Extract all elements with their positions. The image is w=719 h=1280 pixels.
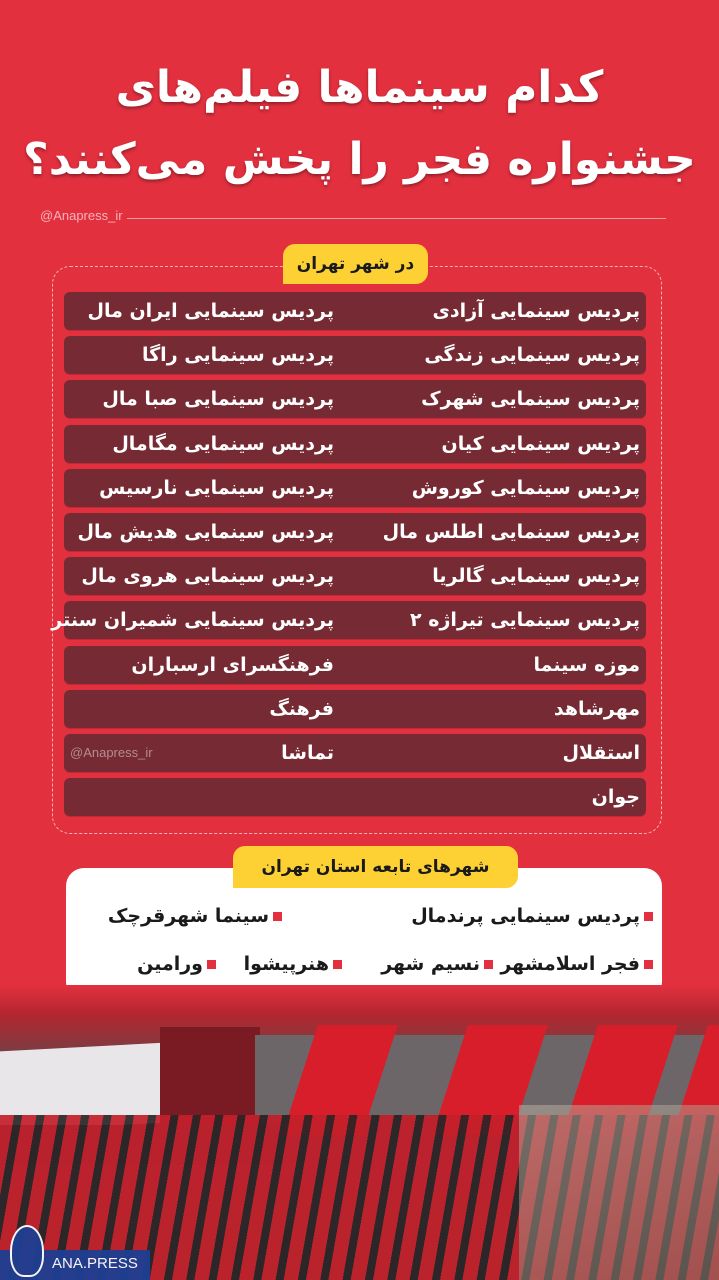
cinema-name: پردیس سینمایی کیان [441, 432, 640, 455]
cinema-name: مهرشاهد [553, 697, 640, 720]
aisle-floor [519, 1105, 719, 1280]
cinema-name: پردیس سینمایی گالریا [432, 565, 640, 588]
cinema-name: پردیس سینمایی کوروش [411, 476, 640, 499]
table-row [64, 425, 646, 463]
title-line-2: جشنواره فجر را پخش می‌کنند؟ [23, 134, 696, 185]
logo-text: ANA.PRESS [52, 1255, 138, 1272]
cinema-name: فرهنگسرای ارسباران [131, 653, 334, 676]
table-row [64, 778, 646, 816]
cinema-name: پردیس سینمایی صبا مال [102, 388, 334, 411]
table-row [64, 557, 646, 595]
table-row [64, 292, 646, 330]
social-handle: @Anapress_ir [40, 207, 123, 223]
page-title [0, 52, 719, 196]
list-item [244, 950, 342, 978]
list-item-label: پردیس سینمایی پرندمال [411, 905, 640, 927]
province-label-badge: شهرهای تابعه استان تهران [233, 846, 518, 888]
bullet-icon [273, 912, 282, 921]
bullet-icon [644, 912, 653, 921]
list-item-label: فجر اسلامشهر [500, 953, 640, 975]
table-row [51, 601, 646, 639]
cinema-name: پردیس سینمایی ایران مال [87, 300, 334, 322]
list-item-label: سینما شهرقرچک [107, 905, 269, 927]
social-handle-header [40, 205, 666, 225]
cinema-name: پردیس سینمایی شمیران سنتر [51, 609, 334, 632]
watermark-handle: @Anapress_ir [70, 744, 153, 760]
table-row [64, 646, 646, 684]
list-item-label: نسیم شهر [381, 953, 480, 975]
list-item [137, 950, 216, 978]
list-item [108, 902, 282, 930]
table-row [64, 336, 646, 374]
cinema-name: پردیس سینمایی تیراژه ۲ [410, 609, 640, 632]
cinema-name: فرهنگ [269, 697, 334, 720]
cinema-name: پردیس سینمایی شهرک [421, 388, 640, 411]
tehran-cinema-list [51, 292, 646, 822]
cinema-name: پردیس سینمایی نارسیس [99, 476, 334, 499]
cinema-name: استقلال [562, 741, 640, 764]
table-row [64, 734, 646, 772]
list-item-label: ورامین [137, 953, 203, 975]
table-row [64, 513, 646, 551]
table-row [64, 380, 646, 418]
ana-press-logo [0, 1250, 150, 1280]
cinema-name: پردیس سینمایی مگامال [112, 432, 334, 455]
cinema-name: پردیس سینمایی راگا [142, 344, 334, 367]
cinema-name: پردیس سینمایی هدیش مال [77, 520, 334, 543]
cinema-name: موزه سینما [533, 653, 640, 676]
list-item [381, 950, 493, 978]
logo-mark-icon [10, 1225, 44, 1277]
cinema-name: پردیس سینمایی اطلس مال [382, 520, 640, 543]
title-line-1: کدام سینماها فیلم‌های [115, 62, 604, 113]
cinema-hall-photo [0, 985, 719, 1280]
divider [127, 218, 666, 219]
bullet-icon [484, 960, 493, 969]
list-item-label: هنرپیشوا [243, 953, 329, 975]
curtain [160, 1027, 260, 1127]
cinema-name: جوان [591, 786, 640, 809]
cinema-name: پردیس سینمایی زندگی [424, 344, 640, 367]
tehran-label-badge: در شهر تهران [283, 244, 428, 284]
list-item [411, 902, 653, 930]
table-row [64, 690, 646, 728]
bullet-icon [333, 960, 342, 969]
table-row [64, 469, 646, 507]
cinema-name: تماشا [281, 741, 334, 764]
cinema-name: پردیس سینمایی آزادی [432, 300, 640, 322]
cinema-name: پردیس سینمایی هروی مال [81, 565, 334, 588]
bullet-icon [644, 960, 653, 969]
bullet-icon [207, 960, 216, 969]
list-item [500, 950, 653, 978]
